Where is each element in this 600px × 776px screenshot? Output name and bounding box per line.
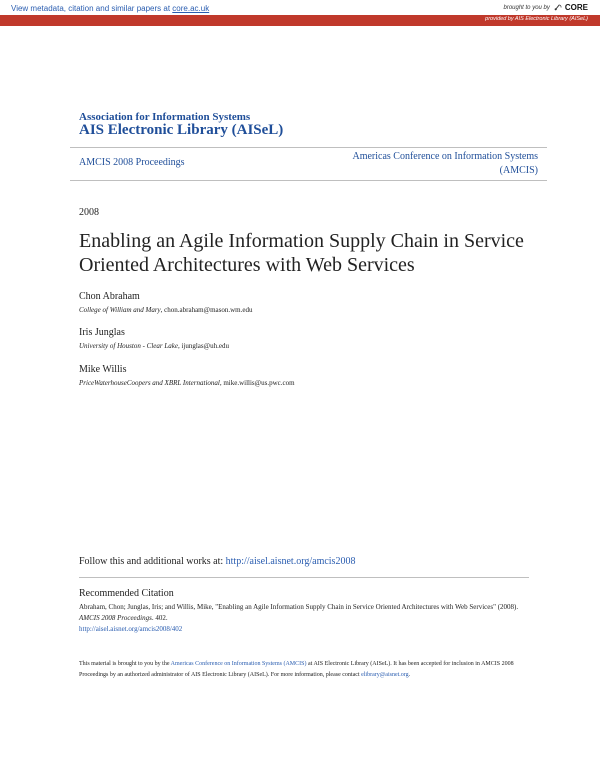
brought-text: brought to you by	[503, 4, 550, 11]
core-banner	[0, 0, 600, 28]
author-name: Chon Abraham	[79, 291, 140, 302]
author-block	[79, 291, 252, 314]
citation-suffix: . 402.	[151, 614, 168, 622]
conference-link[interactable]	[298, 150, 538, 178]
note-end: .	[408, 671, 411, 678]
citation-text: Abraham, Chon; Junglas, Iris; and Willis, Mike, "Enabling an Agile Information Supply Chain in Service Oriented Architectures with Web Services" (2008).	[79, 603, 519, 611]
citation-divider	[79, 577, 529, 578]
repository-note	[79, 659, 529, 680]
author-name: Iris Junglas	[79, 327, 125, 338]
citation-url[interactable]: http://aisel.aisnet.org/amcis2008/402	[79, 625, 183, 633]
author-affiliation	[79, 306, 252, 314]
author-email: , chon.abraham@mason.wm.edu	[160, 306, 253, 314]
proceedings-link[interactable]: AMCIS 2008 Proceedings	[79, 157, 185, 168]
follow-line	[79, 556, 355, 567]
core-logo[interactable]: CORE	[564, 3, 588, 12]
follow-link[interactable]: http://aisel.aisnet.org/amcis2008	[225, 556, 356, 567]
author-name: Mike Willis	[79, 364, 127, 375]
core-brought-by	[504, 3, 589, 12]
publication-year: 2008	[79, 207, 99, 218]
top-divider	[70, 147, 547, 148]
author-block	[79, 327, 229, 350]
library-link[interactable]: AIS Electronic Library (AISeL)	[79, 122, 284, 138]
recommended-citation	[79, 602, 519, 635]
paper-title: Enabling an Agile Information Supply Chain in Service Oriented Architectures with Web Services	[79, 230, 524, 276]
core-logo-icon	[553, 3, 562, 12]
author-affiliation	[79, 342, 229, 350]
core-link-site: core.ac.uk	[172, 4, 210, 13]
core-link-prefix: View metadata, citation and similar papers at	[11, 4, 173, 13]
note-part1: This material is brought to you by the	[79, 661, 171, 667]
note-email-link[interactable]: elibrary@aisnet.org	[361, 671, 409, 678]
conference-line2: (AMCIS)	[499, 165, 538, 176]
note-part2: at AIS Electronic Library (AISeL). It has been accepted for inclusion in AMCIS 2008 Proceedings by an authorized administrator of AIS Electronic Library (AISeL). For more information, please contact	[79, 661, 514, 678]
core-provided-link[interactable]: provided by AIS Electronic Library (AISeL)	[485, 16, 588, 22]
note-conference-link[interactable]: Americas Conference on Information Systems (AMCIS)	[170, 661, 307, 667]
author-institution: PriceWaterhouseCoopers and XBRL International	[79, 379, 220, 387]
citation-proceedings: AMCIS 2008 Proceedings	[79, 614, 152, 622]
author-affiliation	[79, 379, 295, 387]
author-email: , mike.willis@us.pwc.com	[219, 379, 295, 387]
author-block	[79, 364, 295, 387]
association-link[interactable]: Association for Information Systems	[79, 111, 251, 123]
author-institution: University of Houston - Clear Lake	[79, 342, 178, 350]
author-institution: College of William and Mary	[79, 306, 161, 314]
core-metadata-link[interactable]	[11, 4, 209, 13]
follow-prefix: Follow this and additional works at:	[79, 556, 226, 567]
recommended-citation-heading: Recommended Citation	[79, 588, 174, 599]
author-email: , ijunglas@uh.edu	[177, 342, 229, 350]
conference-line1: Americas Conference on Information Systems	[352, 151, 538, 162]
bottom-divider	[70, 180, 547, 181]
